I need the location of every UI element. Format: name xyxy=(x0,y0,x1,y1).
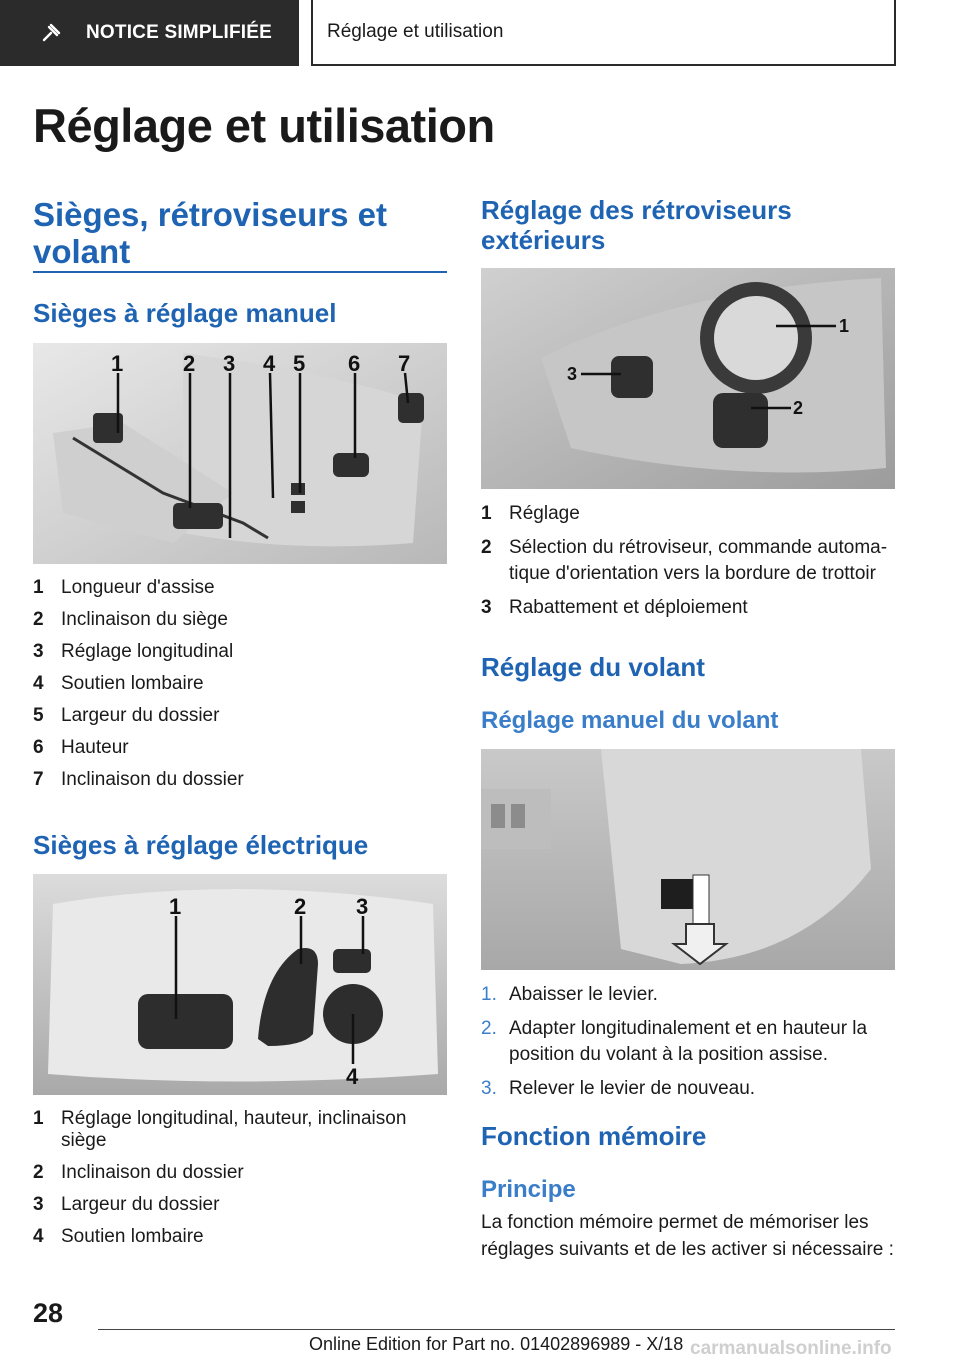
list-item: 3 Réglage longitudinal xyxy=(33,641,234,662)
manual-callout-3: 3 xyxy=(223,351,236,376)
list-item: 5 Largeur du dossier xyxy=(33,705,220,726)
electric-seat-illustration xyxy=(33,874,447,1095)
heading-manual-seats: Sièges à réglage manuel xyxy=(33,298,337,328)
tab-quick-reference[interactable] xyxy=(0,0,299,66)
mirror-callout-2: 2 xyxy=(793,398,804,418)
step-item: 2. Adapter longitudinalement et en hauteur la position du volant à la position assise. xyxy=(481,1018,868,1065)
mirror-callout-3: 3 xyxy=(567,364,578,384)
electric-callout-1: 1 xyxy=(169,894,182,919)
section-title-seats: Sièges, rétroviseurs et volant xyxy=(33,196,388,270)
manual-callout-5: 5 xyxy=(293,351,306,376)
list-item: 1 Réglage xyxy=(481,503,580,524)
list-item: 4 Soutien lombaire xyxy=(33,673,204,694)
footer-rule xyxy=(98,1329,895,1330)
tab-current-section[interactable] xyxy=(311,0,896,66)
step-item: 1. Abaisser le levier. xyxy=(481,984,658,1005)
mirror-callout-1: 1 xyxy=(839,316,850,336)
page-title: Réglage et utilisation xyxy=(33,99,495,152)
memory-paragraph: La fonction mémoire permet de mémoriser les réglages suivants et de les activer si nécessaire : xyxy=(481,1212,894,1260)
edition-text: Online Edition for Part no. 01402896989 - X/18 xyxy=(309,1334,684,1354)
tab-current-section-label: Réglage et utilisation xyxy=(327,21,504,42)
list-item: 7 Inclinaison du dossier xyxy=(33,769,244,790)
steering-lever-illustration xyxy=(481,749,895,970)
tab-quick-reference-label: NOTICE SIMPLIFIÉE xyxy=(86,22,273,43)
subheading-principle: Principe xyxy=(481,1176,576,1203)
step-item: 3. Relever le levier de nouveau. xyxy=(481,1078,756,1099)
list-item: 1 Longueur d'assise xyxy=(33,577,215,598)
electric-seat-legend xyxy=(33,1108,447,1258)
wheel-steps xyxy=(481,984,895,1110)
list-item: 3 Rabattement et déploiement xyxy=(481,597,748,618)
mirror-legend xyxy=(481,503,895,629)
list-item: 4 Soutien lombaire xyxy=(33,1226,204,1247)
manual-seat-illustration xyxy=(33,343,447,564)
list-item: 2 Inclinaison du dossier xyxy=(33,1162,244,1183)
list-item: 6 Hauteur xyxy=(33,737,129,758)
header-bar xyxy=(0,0,960,66)
electric-callout-4: 4 xyxy=(346,1064,359,1089)
list-item: 1 Réglage longitudinal, hauteur, inclinaison siège xyxy=(33,1108,407,1151)
manual-callout-7: 7 xyxy=(398,351,411,376)
list-item: 2 Sélection du rétroviseur, commande automatique d'orientation vers la bordure de trottoir xyxy=(481,537,888,584)
subheading-manual-wheel: Réglage manuel du volant xyxy=(481,707,779,734)
manual-callout-1: 1 xyxy=(111,351,124,376)
list-item: 3 Largeur du dossier xyxy=(33,1194,220,1215)
heading-electric-seats: Sièges à réglage électrique xyxy=(33,830,369,860)
electric-callout-2: 2 xyxy=(294,894,307,919)
mirror-controls-illustration xyxy=(481,268,895,489)
manual-callout-4: 4 xyxy=(263,351,276,376)
manual-callout-2: 2 xyxy=(183,351,196,376)
watermark: carmanualsonline.info xyxy=(690,1338,892,1359)
heading-steering-wheel: Réglage du volant xyxy=(481,652,705,682)
page-number: 28 xyxy=(33,1298,64,1328)
list-item: 2 Inclinaison du siège xyxy=(33,609,228,630)
heading-mirrors: Réglage des rétroviseurs extérieurs xyxy=(481,195,792,255)
section-rule xyxy=(33,271,447,273)
heading-memory: Fonction mémoire xyxy=(481,1121,707,1151)
electric-callout-3: 3 xyxy=(356,894,369,919)
quick-reference-icon xyxy=(40,22,62,44)
manual-seat-legend xyxy=(33,577,447,801)
manual-callout-6: 6 xyxy=(348,351,361,376)
